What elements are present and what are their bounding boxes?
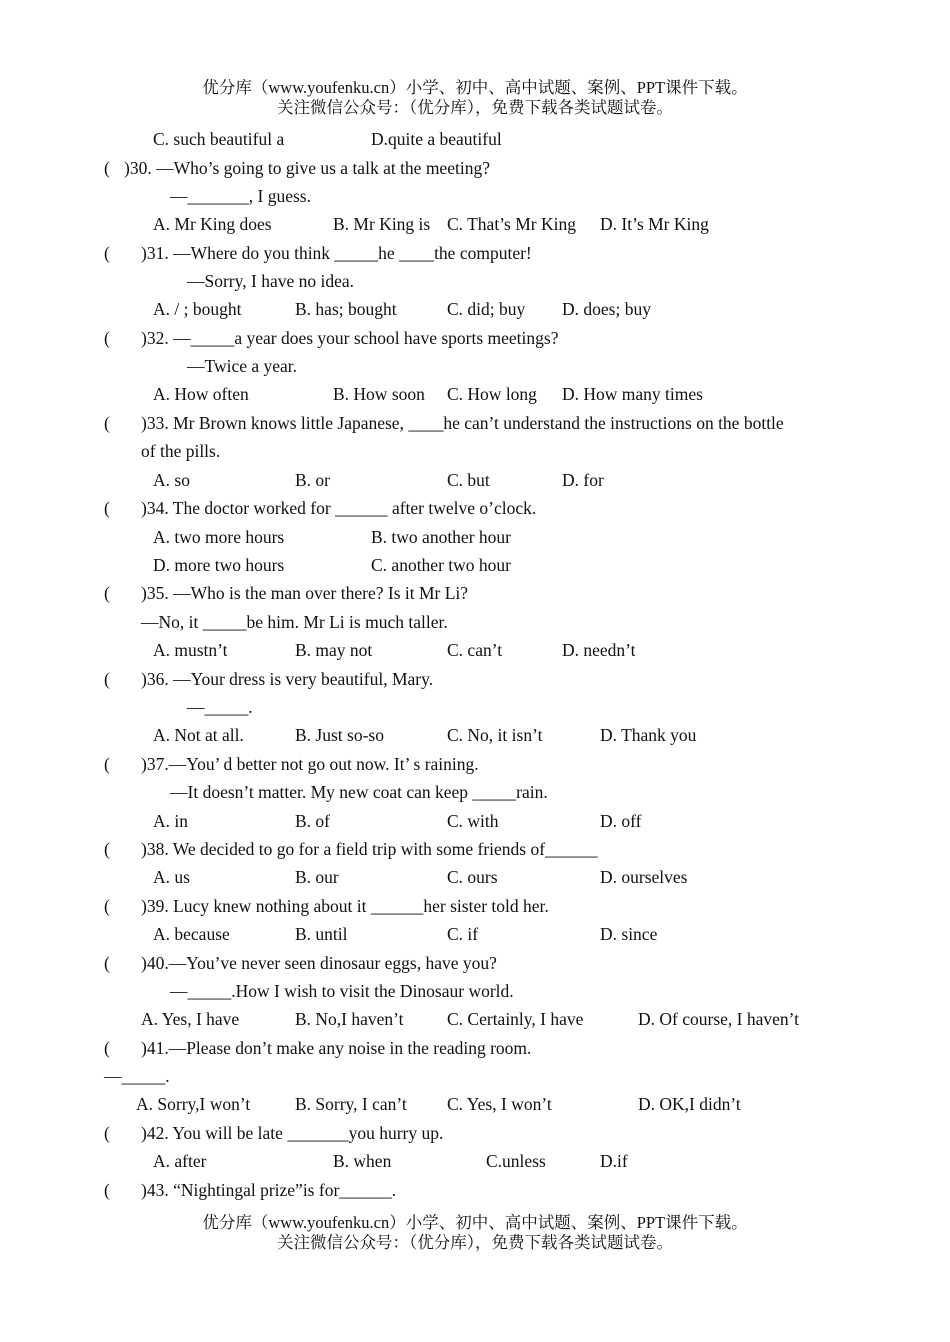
q34-stem: )34. The doctor worked for ______ after twelve o’clock. [141, 498, 537, 518]
q42-stem: )42. You will be late _______you hurry up. [141, 1123, 444, 1143]
q37-option-c: C. with [447, 811, 499, 831]
q39-option-b: B. until [295, 924, 348, 944]
q36-option-b: B. Just so-so [295, 725, 384, 745]
q32-answer-bracket: ( [104, 328, 110, 348]
q35-option-b: B. may not [295, 640, 373, 660]
q43-stem: )43. “Nightingal prize”is for______. [141, 1180, 397, 1200]
q33-option-b: B. or [295, 470, 330, 490]
q31-option-b: B. has; bought [295, 299, 397, 319]
q39-option-d: D. since [600, 924, 658, 944]
q32-option-a: A. How often [153, 384, 249, 404]
q38-option-d: D. ourselves [600, 867, 688, 887]
q41-option-a: A. Sorry,I won’t [136, 1094, 251, 1114]
q30-option-c: C. That’s Mr King [447, 214, 576, 234]
q40-option-d: D. Of course, I haven’t [638, 1009, 800, 1029]
q40-reply: —_____.How I wish to visit the Dinosaur world. [170, 981, 514, 1001]
q39-answer-bracket: ( [104, 896, 110, 916]
q35-stem: )35. —Who is the man over there? Is it Mr Li? [141, 583, 469, 603]
q33-option-a: A. so [153, 470, 190, 490]
q36-stem: )36. —Your dress is very beautiful, Mary. [141, 669, 434, 689]
q37-stem: )37.—You’ d better not go out now. It’ s raining. [141, 754, 479, 774]
q38-answer-bracket: ( [104, 839, 110, 859]
q39-stem: )39. Lucy knew nothing about it ______her sister told her. [141, 896, 549, 916]
q31-answer-bracket: ( [104, 243, 110, 263]
q36-option-d: D. Thank you [600, 725, 697, 745]
q30-answer-bracket: ( [104, 158, 110, 178]
q30-option-d: D. It’s Mr King [600, 214, 709, 234]
page-footer-line-2: 关注微信公众号：（优分库），免费下载各类试题试卷。 [277, 1233, 673, 1252]
q33-option-d: D. for [562, 470, 604, 490]
q30-reply: —_______, I guess. [170, 186, 311, 206]
q34-option-d: D. more two hours [153, 555, 285, 575]
q32-option-b: B. How soon [333, 384, 425, 404]
q35-option-d: D. needn’t [562, 640, 636, 660]
q31-reply: —Sorry, I have no idea. [187, 271, 355, 291]
q41-answer-bracket: ( [104, 1038, 110, 1058]
q35-reply: —No, it _____be him. Mr Li is much taller. [141, 612, 448, 632]
q33-stem: )33. Mr Brown knows little Japanese, ____he can’t understand the instructions on the bottle [141, 413, 784, 433]
q41-reply: —_____. [104, 1066, 170, 1086]
q40-option-a: A. Yes, I have [141, 1009, 240, 1029]
q36-option-a: A. Not at all. [153, 725, 244, 745]
q40-option-c: C. Certainly, I have [447, 1009, 584, 1029]
q34-option-c: C. another two hour [371, 555, 511, 575]
q31-option-d: D. does; buy [562, 299, 651, 319]
page-header-line-1: 优分库（www.youfenku.cn）小学、初中、高中试题、案例、PPT课件下载。 [202, 78, 748, 97]
q38-option-c: C. ours [447, 867, 498, 887]
q42-answer-bracket: ( [104, 1123, 110, 1143]
q41-option-b: B. Sorry, I can’t [295, 1094, 407, 1114]
q40-stem: )40.—You’ve never seen dinosaur eggs, have you? [141, 953, 497, 973]
q31-stem: )31. —Where do you think _____he ____the computer! [141, 243, 532, 263]
q37-reply: —It doesn’t matter. My new coat can keep _____rain. [170, 782, 548, 802]
q40-option-b: B. No,I haven’t [295, 1009, 404, 1029]
q42-option-d: D.if [600, 1151, 628, 1171]
q41-stem: )41.—Please don’t make any noise in the reading room. [141, 1038, 532, 1058]
q36-option-c: C. No, it isn’t [447, 725, 543, 745]
q39-option-a: A. because [153, 924, 230, 944]
q34-answer-bracket: ( [104, 498, 110, 518]
q30-option-a: A. Mr King does [153, 214, 272, 234]
q30-stem: )30. —Who’s going to give us a talk at the meeting? [124, 158, 490, 178]
q37-option-b: B. of [295, 811, 330, 831]
q36-answer-bracket: ( [104, 669, 110, 689]
q38-option-b: B. our [295, 867, 339, 887]
q33-stem-continued: of the pills. [141, 441, 221, 461]
q36-reply: —_____. [187, 697, 253, 717]
q41-option-d: D. OK,I didn’t [638, 1094, 741, 1114]
q32-reply: —Twice a year. [187, 356, 298, 376]
q42-option-a: A. after [153, 1151, 207, 1171]
q29-option-c: C. such beautiful a [153, 129, 285, 149]
q35-option-c: C. can’t [447, 640, 503, 660]
q33-answer-bracket: ( [104, 413, 110, 433]
q37-answer-bracket: ( [104, 754, 110, 774]
q31-option-a: A. / ; bought [153, 299, 242, 319]
q37-option-d: D. off [600, 811, 642, 831]
q30-option-b: B. Mr King is [333, 214, 431, 234]
q35-option-a: A. mustn’t [153, 640, 228, 660]
q42-option-b: B. when [333, 1151, 392, 1171]
q34-option-b: B. two another hour [371, 527, 511, 547]
q38-stem: )38. We decided to go for a field trip with some friends of______ [141, 839, 598, 859]
q29-option-d: D.quite a beautiful [371, 129, 502, 149]
q31-option-c: C. did; buy [447, 299, 526, 319]
q39-option-c: C. if [447, 924, 479, 944]
q43-answer-bracket: ( [104, 1180, 110, 1200]
q35-answer-bracket: ( [104, 583, 110, 603]
q34-option-a: A. two more hours [153, 527, 285, 547]
q32-stem: )32. —_____a year does your school have sports meetings? [141, 328, 559, 348]
page-footer-line-1: 优分库（www.youfenku.cn）小学、初中、高中试题、案例、PPT课件下载。 [202, 1213, 748, 1232]
q41-option-c: C. Yes, I won’t [447, 1094, 552, 1114]
page-header-line-2: 关注微信公众号：（优分库），免费下载各类试题试卷。 [277, 98, 673, 117]
q38-option-a: A. us [153, 867, 190, 887]
q37-option-a: A. in [153, 811, 188, 831]
q32-option-d: D. How many times [562, 384, 703, 404]
q42-option-c: C.unless [486, 1151, 546, 1171]
q32-option-c: C. How long [447, 384, 537, 404]
q40-answer-bracket: ( [104, 953, 110, 973]
q33-option-c: C. but [447, 470, 490, 490]
